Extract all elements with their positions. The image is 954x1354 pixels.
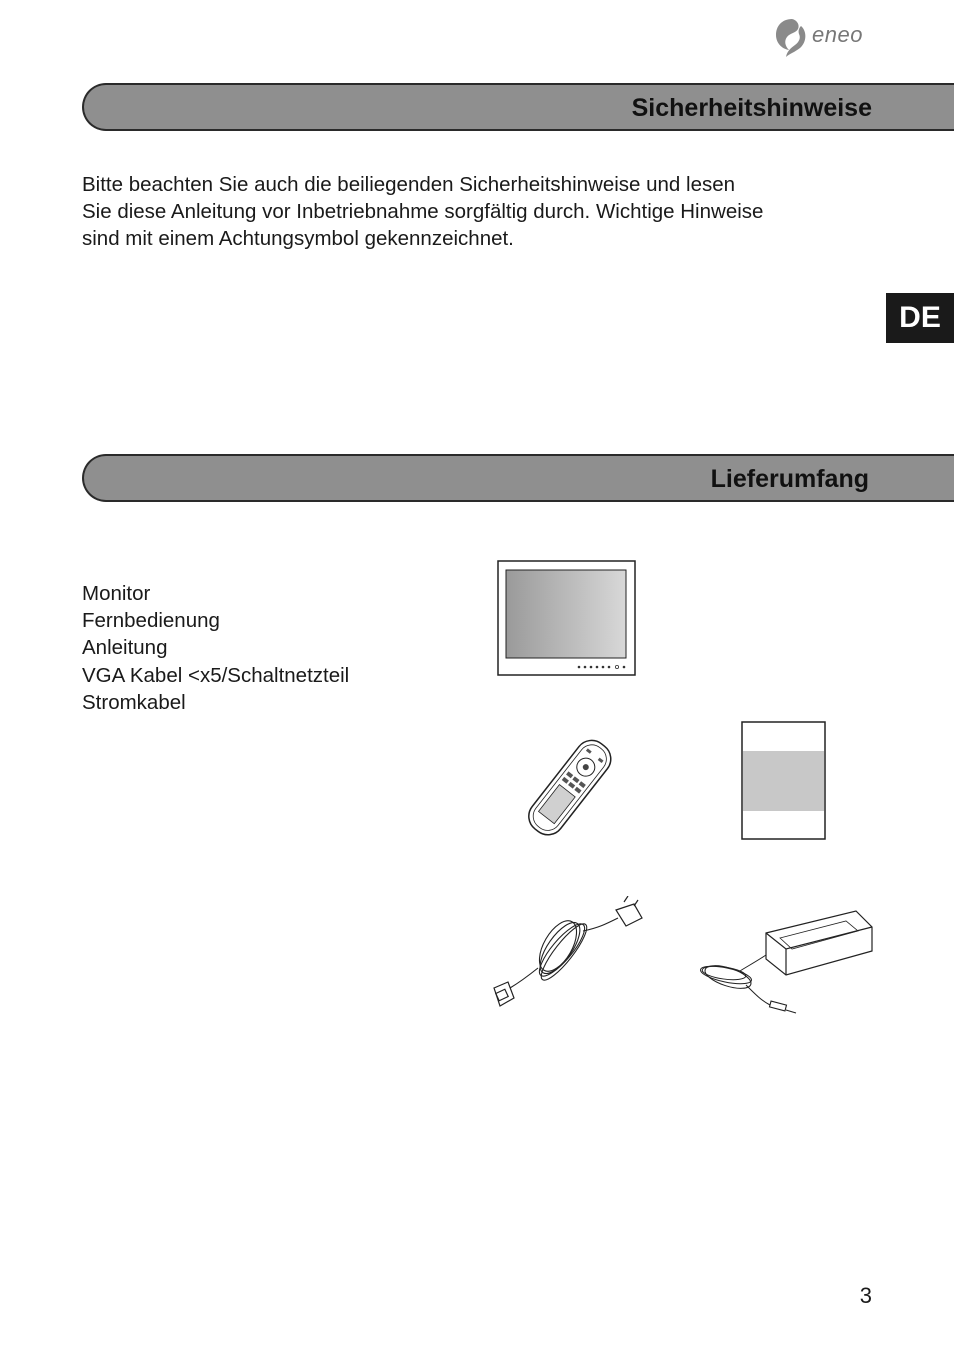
- language-tab: DE: [886, 293, 954, 343]
- section-header-safety: [82, 83, 954, 131]
- power-cable-illustration: [488, 896, 648, 1016]
- monitor-illustration: [497, 560, 637, 678]
- list-item: Monitor: [82, 582, 151, 605]
- logo-text: eneo: [812, 22, 863, 47]
- section-title: Sicherheitshinweise: [631, 94, 872, 122]
- manual-illustration: [741, 721, 827, 841]
- contents-list: [82, 580, 349, 716]
- remote-control-illustration: [514, 735, 624, 839]
- list-item: Stromkabel: [82, 690, 186, 714]
- list-item: Anleitung: [82, 636, 168, 660]
- paragraph-line: Sie diese Anleitung vor Inbetriebnahme sorgfältig durch. Wichtige Hinweise: [82, 200, 764, 223]
- section-header-scope: [82, 454, 954, 502]
- section-title: Lieferumfang: [710, 465, 869, 493]
- paragraph-line: Bitte beachten Sie auch die beiliegenden Sicherheitshinweise und lesen: [82, 173, 736, 196]
- power-adapter-illustration: [696, 905, 876, 1020]
- list-item: Fernbedienung: [82, 609, 220, 633]
- page-number: 3: [859, 1283, 872, 1308]
- safety-paragraph: [82, 171, 882, 252]
- eneo-logo-icon: [774, 16, 810, 58]
- paragraph-line: sind mit einem Achtungsymbol gekennzeichnet.: [82, 227, 514, 250]
- list-item: VGA Kabel <x5/Schaltnetzteil: [82, 663, 350, 687]
- brand-logo: [774, 16, 884, 58]
